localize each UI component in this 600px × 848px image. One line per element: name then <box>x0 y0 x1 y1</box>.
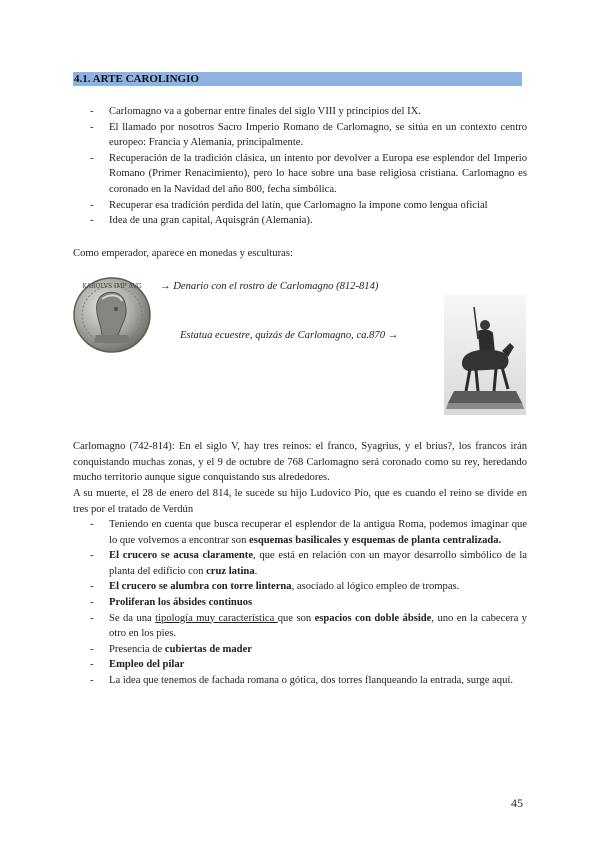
coin-caption: → Denario con el rostro de Carlomagno (812-814) <box>160 281 379 292</box>
list-item: - Teniendo en cuenta que busca recuperar el esplendor de la antigua Roma, podemos imaginar que lo que volvemos a encontrar son esquemas basilicales y esquemas de planta centralizada. <box>73 517 527 548</box>
list-item: - Idea de una gran capital, Aquisgrán (Alemania). <box>73 213 527 229</box>
list-item: - El crucero se alumbra con torre linterna, asociado al lógico empleo de trompas. <box>73 579 527 595</box>
statue-caption: Estatua ecuestre, quizás de Carlomagno, ca.870 → <box>180 330 399 341</box>
page-number: 45 <box>511 796 523 810</box>
emperor-line: Como emperador, aparece en monedas y esculturas: <box>73 248 293 259</box>
list-item: - Carlomagno va a gobernar entre finales del siglo VIII y principios del IX. <box>73 104 527 120</box>
list-item: - Se da una tipología muy característica que son espacios con doble ábside, uno en la cabecera y otro en los pies. <box>73 611 527 642</box>
section-heading: 4.1. ARTE CAROLINGIO <box>73 72 522 86</box>
list-item: - Empleo del pilar <box>73 657 527 673</box>
list-item: - Presencia de cubiertas de mader <box>73 642 527 658</box>
list-item: - Recuperar esa tradición perdida del latín, que Carlomagno la impone como lengua oficial <box>73 198 527 214</box>
list-item: - La idea que tenemos de fachada romana o gótica, dos torres flanqueando la entrada, surge aquí. <box>73 673 527 689</box>
list-item: - Recuperación de la tradición clásica, un intento por devolver a Europa ese esplendor del Imperio Romano (Primer Renacimiento), pero lo hace sobre una base religiosa cristiana. Carlomagno es coronado en la Navidad del año 800, fecha simbólica. <box>73 151 527 198</box>
coin-image <box>72 275 152 355</box>
statue-image <box>444 295 526 415</box>
list-item: - Proliferan los ábsides continuos <box>73 595 527 611</box>
list-item: - El llamado por nosotros Sacro Imperio Romano de Carlomagno, se sitúa en un contexto centro europeo: Francia y Alemania, principalmente. <box>73 120 527 151</box>
coin-inscription: KAROLVS IMP AVG <box>82 283 142 290</box>
list-item: - El crucero se acusa claramente, que está en relación con un mayor desarrollo simbólico de la planta del edificio con cruz latina. <box>73 548 527 579</box>
paragraph-succession: A su muerte, el 28 de enero del 814, le sucede su hijo Ludovico Pío, que es cuando el reino se divide en tres por el tratado de Verdún <box>73 488 527 515</box>
paragraph-history: Carlomagno (742-814): En el siglo V, hay tres reinos: el franco, Syagrius, y el brius?, los francos irán conquistando muchas zonas, y el 9 de octubre de 768 Carlomagno será coronado como su rey, heredando mucho territorio aunque sigue conquistando sus alrededores. <box>73 441 527 484</box>
intro-list <box>73 104 527 229</box>
features-list <box>73 517 527 689</box>
